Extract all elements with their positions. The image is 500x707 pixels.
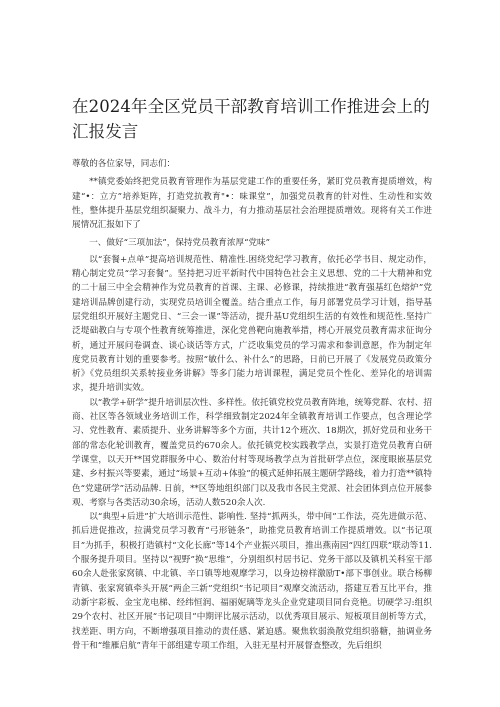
document-title: 在2024年全区党员干部教育培训工作推进会上的汇报发言	[72, 97, 430, 141]
body-paragraph: 以“教学+研学”提升培训层次性、多样性。依托镇党校党员教育阵地，统筹党群、农村、招商、社区等各领域业务培训工作，科学细致制定2024年全镇教育培训工作要点，包含理论学习、党性教育、素质提升、业务讲解等多个方面，共计12个班次、18期次，抓好党员和业务干部的常态化轮训教育，覆盖党员约670余人。依托镇党校实践教学点，实景打造党员教育白研学课堂，以天开**国党群服务中心、数治付村等现场教学点为首批研学点位，深度眼嵌基层党建、乡村振兴等要素，通过“场景+互动+体验”的模式延伸拓展主题研学路线，着力打造**镇特色“党建研学”活动品牌. 日前，**区等地组织部门以及我市各民主党派、社会团体到点位开展参观、考察与各类活动30余场，活动人数520余人次.	[72, 397, 432, 508]
document-body	[72, 157, 432, 653]
salutation: 尊敬的各位家导，同志们：	[72, 159, 176, 169]
section-heading-1: 一、做好“三项加法”，保持党员教育浓厚“党味”	[89, 238, 271, 249]
body-paragraph: 以“套餐+点单”提高培训规范性、精准性.困绕党纪学习教育，依托必学书目、规定动作，精心制定党员“学习套餐”。坚持把习近平新时代中国特色社会主义思想、党的二十大精神和党的二十届三中全会精神作为党员教育的首课、主课、必修课，持续推进“教育强基红色熔炉”党建培训品牌创建行动，实现党员培训全覆盖。结合重点工作，每月部署党员学习计划，指导基层党组织开展好主题党日、“三会一课”等活动，提升基U党组织生活的有效性和规范性.坚持广泛堤础教白与专项个性教育统筹推进，深化党兽靶向施教举措，樗心开展党员教育需求征询分析，通过开展问卷调查、谈心谈话等方式，广泛收集党员的学习需求和参训意愿，作为制定年度党员教育计划的重要参考。按照“敏什么、补什么”的思路，日前已开展了《发展党员政策分析》《党员组织关系转接业务讲解》等多门能力培训课程，满足党员个性化、差异化的培训需求，提升培训实效。	[72, 254, 432, 394]
body-paragraph: 以“典型+后进”扩大培训示范性、影响性. 坚持“抓两头，带中间”工作法，亮先进做示范、抓后进促推改，拉满党员学习教育“弓形链条”，助推党员教育培训工作提质增效。以“书记项目”为抓手，积极打造镇村“文化长廊”等14个产业振兴项目，推出燕南园“四红四联”联动等11. 个服务提升项目。坚持以“视野”换“思维”，分别组织村居书记、党务干部以及镇机关科室干部60余人赴张家窝镇、中北镇、辛口镇等地观摩学习，以身边榜样激励T•部下事创业。联合杨柳青镇、张家窝镇牵头开展“两企三新”党组织“书记项目”观摩交流活动，搭建互看互比平台，推动新宇彩板、金宝龙电梯、经纬恒润、福丽妮璃等龙头企业党建项目同台竞艳。切硬学习:组织29个农村、社区开展“书记项目”中期评比展示活动，以优秀项目展示、短板项目剖析等方式，找差距、明方向，不断增强项目推动的责任感、紧迫感。聚焦软弱涣散党组织骆糖，抽调业务骨干和“维雁启航”青年干部组建专项工作组，入驻无星村开展督查整改，先后组织	[72, 512, 432, 651]
intro-paragraph: **镇党委始终把党员教育管理作为基层党建工作的重要任务，紧盯党员教育提质增效，构建“•：立方”培养矩阵，打造党抗教育"•：味课堂”，加强党员教育的针对性、生动性和实效性，整体提升基层党组织凝聚力、战斗力，有力推动基层社会治理提质增效。现将有关工作进展情况汇报如下了	[72, 177, 432, 231]
